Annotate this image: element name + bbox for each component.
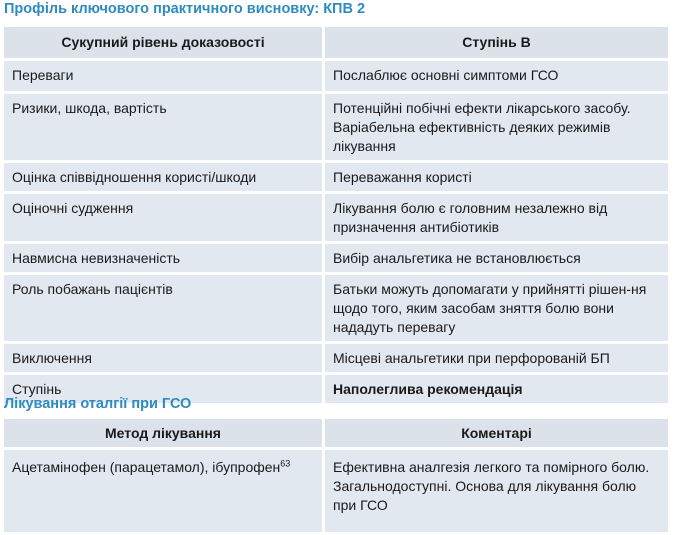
profile-row — [4, 275, 668, 341]
profile-header-evidence: Сукупний рівень доказовості — [4, 27, 322, 58]
treatment-header-method: Метод лікування — [4, 419, 322, 447]
profile-table — [1, 24, 671, 406]
row-label: Ступінь — [4, 375, 322, 403]
treatment-comment — [325, 450, 668, 532]
row-value: Лікування болю є головним незалежно від призначення антибіотиків — [325, 194, 668, 241]
row-value: Послаблює основні симптоми ГСО — [325, 61, 668, 91]
row-label: Навмисна невизначеність — [4, 244, 322, 272]
profile-header-grade: Ступінь В — [325, 27, 668, 58]
treatment-comment-line: Загальнодоступні. Основа для лікування болю при ГСО — [333, 478, 637, 513]
treatment-method-text: Ацетамінофен (парацетамол), ібупрофен — [12, 459, 281, 475]
profile-row — [4, 94, 668, 160]
profile-row — [4, 244, 668, 272]
profile-row — [4, 344, 668, 372]
row-value: Переважання користі — [325, 163, 668, 191]
treatment-title: Лікування оталгії при ГСО — [4, 396, 192, 412]
profile-row — [4, 61, 668, 91]
profile-title: Профіль ключового практичного висновку: КПВ 2 — [4, 1, 366, 17]
treatment-comment-line: Ефективна аналгезія легкого та помірного болю. — [333, 459, 650, 475]
profile-header-row — [4, 27, 668, 58]
row-label: Роль побажань пацієнтів — [4, 275, 322, 341]
recommendation-strength: Наполеглива рекомендація — [325, 375, 668, 403]
profile-row — [4, 194, 668, 241]
row-value: Вибір анальгетика не встановлюється — [325, 244, 668, 272]
row-value: Місцеві анальгетики при перфорованій БП — [325, 344, 668, 372]
row-label: Виключення — [4, 344, 322, 372]
treatment-method — [4, 450, 322, 532]
row-label: Переваги — [4, 61, 322, 91]
treatment-row — [4, 450, 668, 532]
row-label: Оціночні судження — [4, 194, 322, 241]
treatment-header-comments: Коментарі — [325, 419, 668, 447]
reference-number: 63 — [280, 458, 291, 469]
row-value: Батьки можуть допомагати у прийнятті рішен-ня щодо того, яким засобам зняття болю вони нададуть перевагу — [325, 275, 668, 341]
treatment-header-row — [4, 419, 668, 447]
row-label: Ризики, шкода, вартість — [4, 94, 322, 160]
row-label: Оцінка співвідношення користі/шкоди — [4, 163, 322, 191]
row-value: Потенційні побічні ефекти лікарського засобу. Варіабельна ефективність деяких режимів лікування — [325, 94, 668, 160]
profile-row — [4, 163, 668, 191]
treatment-table — [1, 416, 671, 535]
